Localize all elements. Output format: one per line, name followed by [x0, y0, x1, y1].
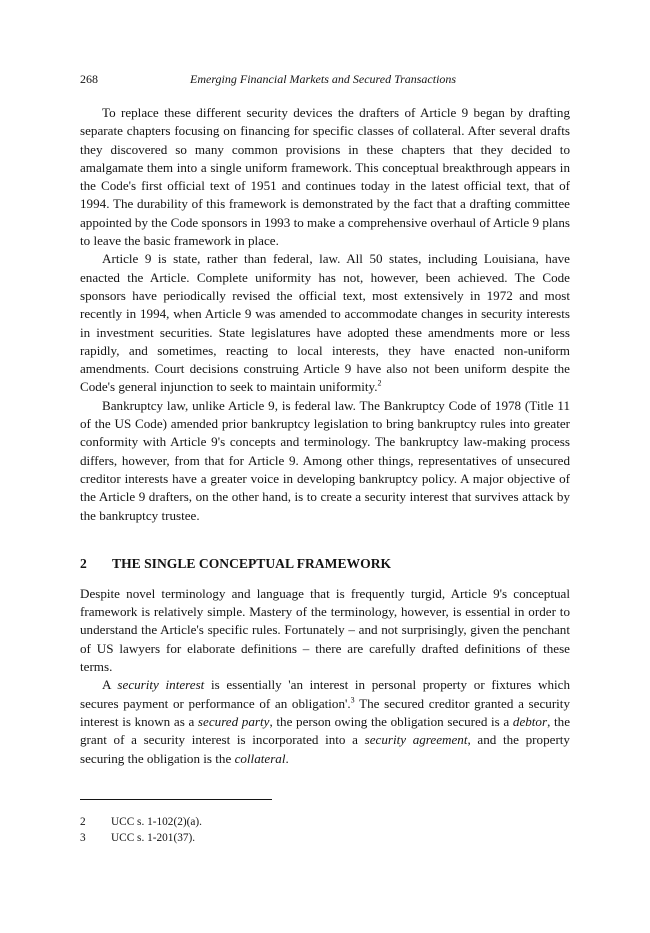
section-number: 2 [80, 555, 87, 571]
body-text [80, 104, 570, 768]
footnote-ref: 3 [350, 695, 355, 705]
footnote-text: UCC s. 1-201(37). [111, 832, 196, 844]
footnote-text: UCC s. 1-102(2)(a). [111, 816, 202, 828]
paragraph [80, 397, 570, 525]
footnote [80, 814, 570, 830]
footnote-number: 3 [80, 832, 86, 844]
text-run: The secured creditor granted a security interest is known as a [80, 695, 570, 729]
page-header [80, 72, 570, 90]
defined-term: collateral [234, 750, 286, 766]
paragraph-text: Despite novel terminology and language that is frequently turgid, Article 9's conceptual framework is relatively simple. Mastery of the terminology, however, is essential in order to understand the Article's specific rules. Fortunately – and not surprisingly, given the penchant of US lawyers for elaborate definitions – there are carefully drafted definitions of these terms. [80, 585, 570, 675]
footnote [80, 830, 570, 846]
footnotes [80, 814, 570, 846]
paragraph [80, 250, 570, 396]
text-run: , the person owing the obligation secured is a [269, 713, 513, 729]
defined-term: security interest [117, 677, 205, 693]
running-head: Emerging Financial Markets and Secured Transactions [190, 72, 457, 86]
defined-term: secured party [197, 713, 270, 729]
text-run: is essentially 'an interest in personal property or fixtures which secures payment or performance of an obligation'. [80, 677, 570, 711]
footnote-number: 2 [80, 816, 86, 828]
paragraph [80, 585, 570, 676]
text-run: , and the property securing the obligation is the [80, 732, 570, 766]
footnote-rule [80, 799, 272, 800]
paragraph-text: Bankruptcy law, unlike Article 9, is federal law. The Bankruptcy Code of 1978 (Title 11 of the US Code) amended prior bankruptcy legislation to bring bankruptcy rules into greater conformity with Article 9's concepts and terminology. The bankruptcy law-making process differs, however, from that for Article 9. Among other things, representatives of unsecured creditor interests have a greater voice in developing bankruptcy policy. A major objective of the Article 9 drafters, on the other hand, is to create a security interest that survives attack by the bankruptcy trustee. [80, 397, 570, 523]
paragraph-text: To replace these different security devices the drafters of Article 9 began by drafting separate chapters focusing on financing for specific classes of collateral. After several drafts they discovered so many common provisions in these chapters that they decided to amalgamate them into a single uniform framework. This conceptual breakthrough appears in the Code's first official text of 1951 and continues today in the latest official text, that of 1994. The durability of this framework is demonstrated by the fact that a drafting committee appointed by the Code sponsors in 1993 to make a comprehensive overhaul of Article 9 plans to leave the basic framework in place. [80, 105, 570, 249]
text-run: . [285, 750, 289, 766]
text-run: A [102, 677, 118, 693]
defined-term: security agreement [364, 732, 468, 748]
text-run: , the grant of a security interest is incorporated into a [80, 713, 571, 748]
section-heading [80, 555, 570, 573]
paragraph [80, 676, 570, 767]
defined-term: debtor [512, 713, 548, 729]
section-title: THE SINGLE CONCEPTUAL FRAMEWORK [112, 555, 392, 571]
paragraph [80, 104, 570, 250]
page-number: 268 [80, 72, 98, 86]
footnote-ref: 2 [377, 379, 382, 389]
paragraph-text: Article 9 is state, rather than federal, law. All 50 states, including Louisiana, have enacted the Article. Complete uniformity has not, however, been achieved. The Code sponsors have periodically revised the official text, most extensively in 1972 and most recently in 1994, when Article 9 was amended to accommodate changes in security interests in investment securities. State legislatures have adopted these amendments more or less rapidly, and sometimes, reacting to local interests, they have enacted non-uniform amendments. Court decisions construing Article 9 have also not been uniform despite the Code's general injunction to seek to maintain uniformity. [80, 251, 570, 395]
